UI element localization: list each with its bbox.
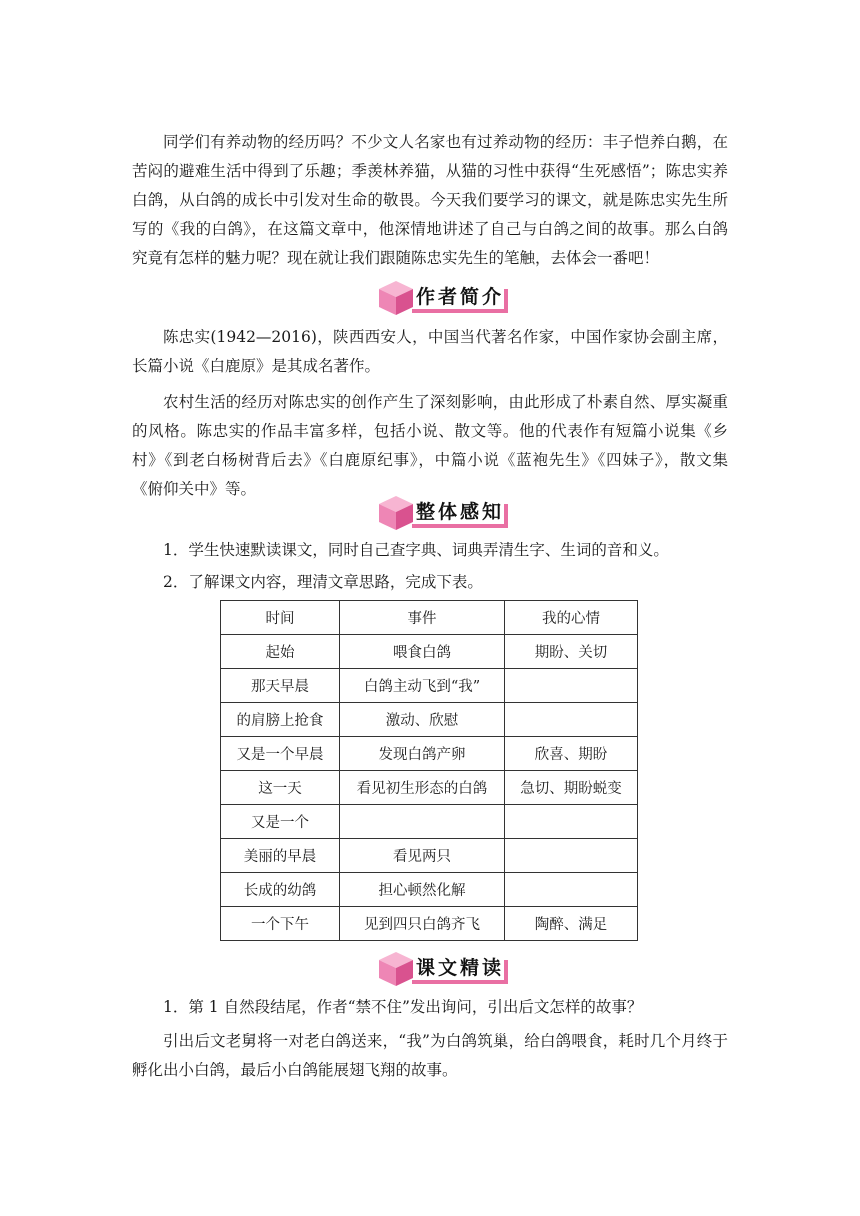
table-row xyxy=(221,669,638,703)
table-cell: 起始 xyxy=(221,635,340,669)
table-cell: 的肩膀上抢食 xyxy=(221,703,340,737)
section-heading-author xyxy=(376,279,510,317)
table-cell: 看见初生形态的白鸽 xyxy=(340,771,505,805)
table-row xyxy=(221,635,638,669)
pink-cube-icon xyxy=(376,950,416,988)
table-cell: 这一天 xyxy=(221,771,340,805)
overview-item-2: 2．了解课文内容，理清文章思路，完成下表。 xyxy=(163,573,483,591)
heading-side-bar xyxy=(504,289,508,313)
table-row xyxy=(221,907,638,941)
author-paragraph-1: 陈忠实(1942—2016)，陕西西安人，中国当代著名作家，中国作家协会副主席，长篇小说《白鹿原》是其成名著作。 xyxy=(132,328,728,375)
table-cell: 长成的幼鸽 xyxy=(221,873,340,907)
heading-side-bar xyxy=(504,504,508,528)
table-row xyxy=(221,771,638,805)
table-cell xyxy=(505,839,638,873)
pink-cube-icon xyxy=(376,279,416,317)
table-row xyxy=(221,703,638,737)
table-header-cell: 我的心情 xyxy=(505,601,638,635)
table-row xyxy=(221,839,638,873)
table-cell xyxy=(340,805,505,839)
table-row xyxy=(221,873,638,907)
table-header-cell: 事件 xyxy=(340,601,505,635)
table-cell: 喂食白鸽 xyxy=(340,635,505,669)
overview-item-1: 1．学生快速默读课文，同时自己查字典、词典弄清生字、生词的音和义。 xyxy=(163,541,669,559)
heading-side-bar xyxy=(504,960,508,984)
table-cell: 陶醉、满足 xyxy=(505,907,638,941)
heading-underline xyxy=(412,309,508,313)
table-cell: 那天早晨 xyxy=(221,669,340,703)
table-cell xyxy=(505,805,638,839)
intro-paragraph: 同学们有养动物的经历吗？不少文人名家也有过养动物的经历：丰子恺养白鹅，在苦闷的避难生活中得到了乐趣；季羡林养猫，从猫的习性中获得“生死感悟”；陈忠实养白鸽，从白鸽的成长中引发对生命的敬畏。今天我们要学习的课文，就是陈忠实先生所写的《我的白鸽》，在这篇文章中，他深情地讲述了自己与白鸽之间的故事。那么白鸽究竟有怎样的魅力呢？现在就让我们跟随陈忠实先生的笔触，去体会一番吧！ xyxy=(132,133,728,267)
section-heading-overview xyxy=(376,494,510,532)
table-cell: 看见两只 xyxy=(340,839,505,873)
table-cell: 又是一个 xyxy=(221,805,340,839)
section-heading-text: 作者简介 xyxy=(416,286,505,308)
table-cell: 美丽的早晨 xyxy=(221,839,340,873)
reading-question: 1．第 1 自然段结尾，作者“禁不住”发出询问，引出后文怎样的故事？ xyxy=(163,998,643,1016)
reading-answer: 引出后文老舅将一对老白鸽送来，“我”为白鸽筑巢，给白鸽喂食，耗时几个月终于孵化出小白鸽，最后小白鸽能展翅飞翔的故事。 xyxy=(132,1032,728,1079)
table-cell xyxy=(505,669,638,703)
table-cell: 又是一个早晨 xyxy=(221,737,340,771)
heading-underline xyxy=(412,980,508,984)
section-heading-text: 课文精读 xyxy=(416,957,505,979)
table-cell: 期盼、关切 xyxy=(505,635,638,669)
table-cell: 见到四只白鸽齐飞 xyxy=(340,907,505,941)
table-row xyxy=(221,737,638,771)
heading-underline xyxy=(412,524,508,528)
table-cell: 欣喜、期盼 xyxy=(505,737,638,771)
table-cell: 激动、欣慰 xyxy=(340,703,505,737)
timeline-table xyxy=(220,600,638,941)
table-cell: 担心顿然化解 xyxy=(340,873,505,907)
table-cell: 一个下午 xyxy=(221,907,340,941)
table-row xyxy=(221,805,638,839)
table-header-row xyxy=(221,601,638,635)
table-cell: 发现白鸽产卵 xyxy=(340,737,505,771)
table-cell xyxy=(505,873,638,907)
author-paragraph-2: 农村生活的经历对陈忠实的创作产生了深刻影响，由此形成了朴素自然、厚实凝重的风格。陈忠实的作品丰富多样，包括小说、散文等。他的代表作有短篇小说集《乡村》《到老白杨树背后去》《白鹿原纪事》，中篇小说《蓝袍先生》《四妹子》，散文集《俯仰关中》等。 xyxy=(132,393,728,498)
section-heading-text: 整体感知 xyxy=(416,501,505,523)
table-cell: 急切、期盼蜕变 xyxy=(505,771,638,805)
table-cell xyxy=(505,703,638,737)
section-heading-reading xyxy=(376,950,510,988)
pink-cube-icon xyxy=(376,494,416,532)
table-header-cell: 时间 xyxy=(221,601,340,635)
table-cell: 白鸽主动飞到“我” xyxy=(340,669,505,703)
